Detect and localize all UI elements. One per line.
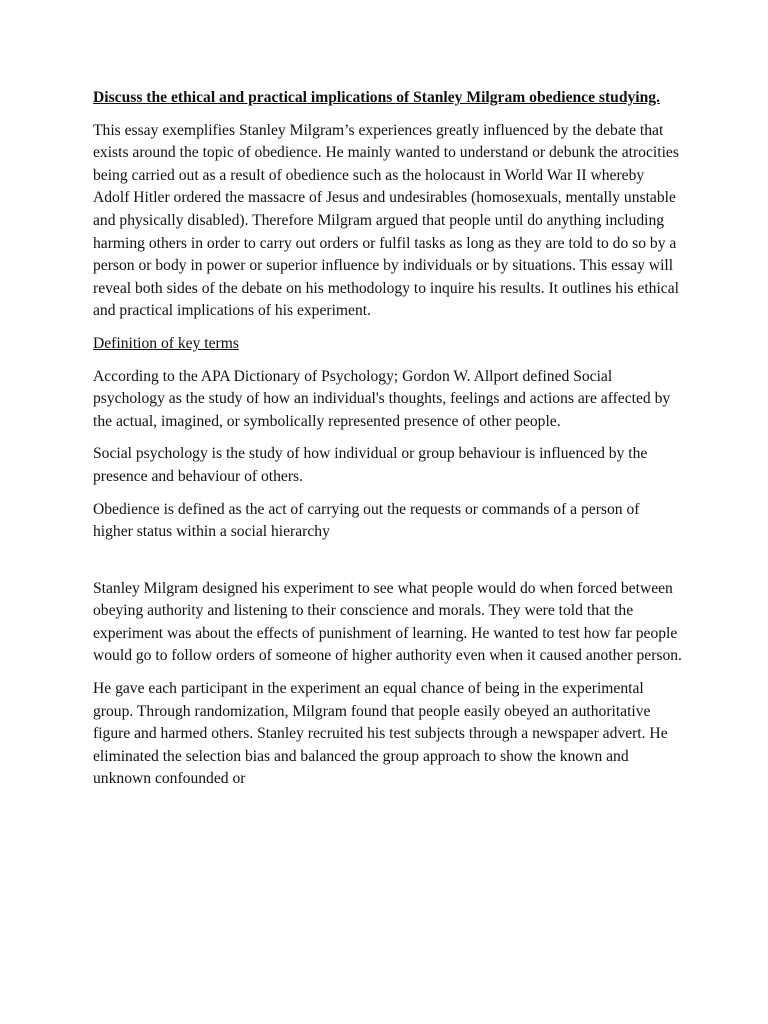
definition-obedience-paragraph: Obedience is defined as the act of carrying out the requests or commands of a person of higher status within a social hierarchy [93,500,640,541]
definition-apa-paragraph: According to the APA Dictionary of Psychology; Gordon W. Allport defined Social psychology as the study of how an individual's thoughts, feelings and actions are affected by the actual, imagined, or symbolically represented presence of other people. [93,367,671,430]
definition-social-paragraph: Social psychology is the study of how individual or group behaviour is influenced by the presence and behaviour of others. [93,445,648,485]
definitions-heading: Definition of key terms [93,334,239,352]
intro-paragraph: This essay exemplifies Stanley Milgram’s experiences greatly influenced by the debate that exists around the topic of obedience. He mainly wanted to understand or debunk the atrocities being carried out as a result of obedience such as the holocaust in World War II whereby Adolf Hitler ordered the massacre of Jesus and undesirables (homosexuals, mentally unstable and physically disabled). Therefore Milgram argued that people until do anything including harming others in order to carry out orders or fulfil tasks as long as they are told to do so by a person or body in power or superior influence by individuals or by situations. This essay will reveal both sides of the debate on his methodology to inquire his results. It outlines his ethical and practical implications of his experiment. [93,121,679,320]
paragraph-spacer [93,554,683,578]
participants-paragraph: He gave each participant in the experiment an equal chance of being in the experimental group. Through randomization, Milgram found that people easily obeyed an authoritative figure and harmed others. Stanley recruited his test subjects through a newspaper advert. He eliminated the selection bias and balanced the group approach to show the known and unknown confounded or [93,680,668,788]
essay-title: Discuss the ethical and practical implications of Stanley Milgram obedience studying. [93,89,661,106]
document-body [93,87,683,801]
experiment-paragraph: Stanley Milgram designed his experiment to see what people would do when forced between obeying authority and listening to their conscience and morals. They were told that the experiment was about the effects of punishment of learning. He wanted to test how far people would go to follow orders of someone of higher authority even when it caused another person. [93,579,682,665]
